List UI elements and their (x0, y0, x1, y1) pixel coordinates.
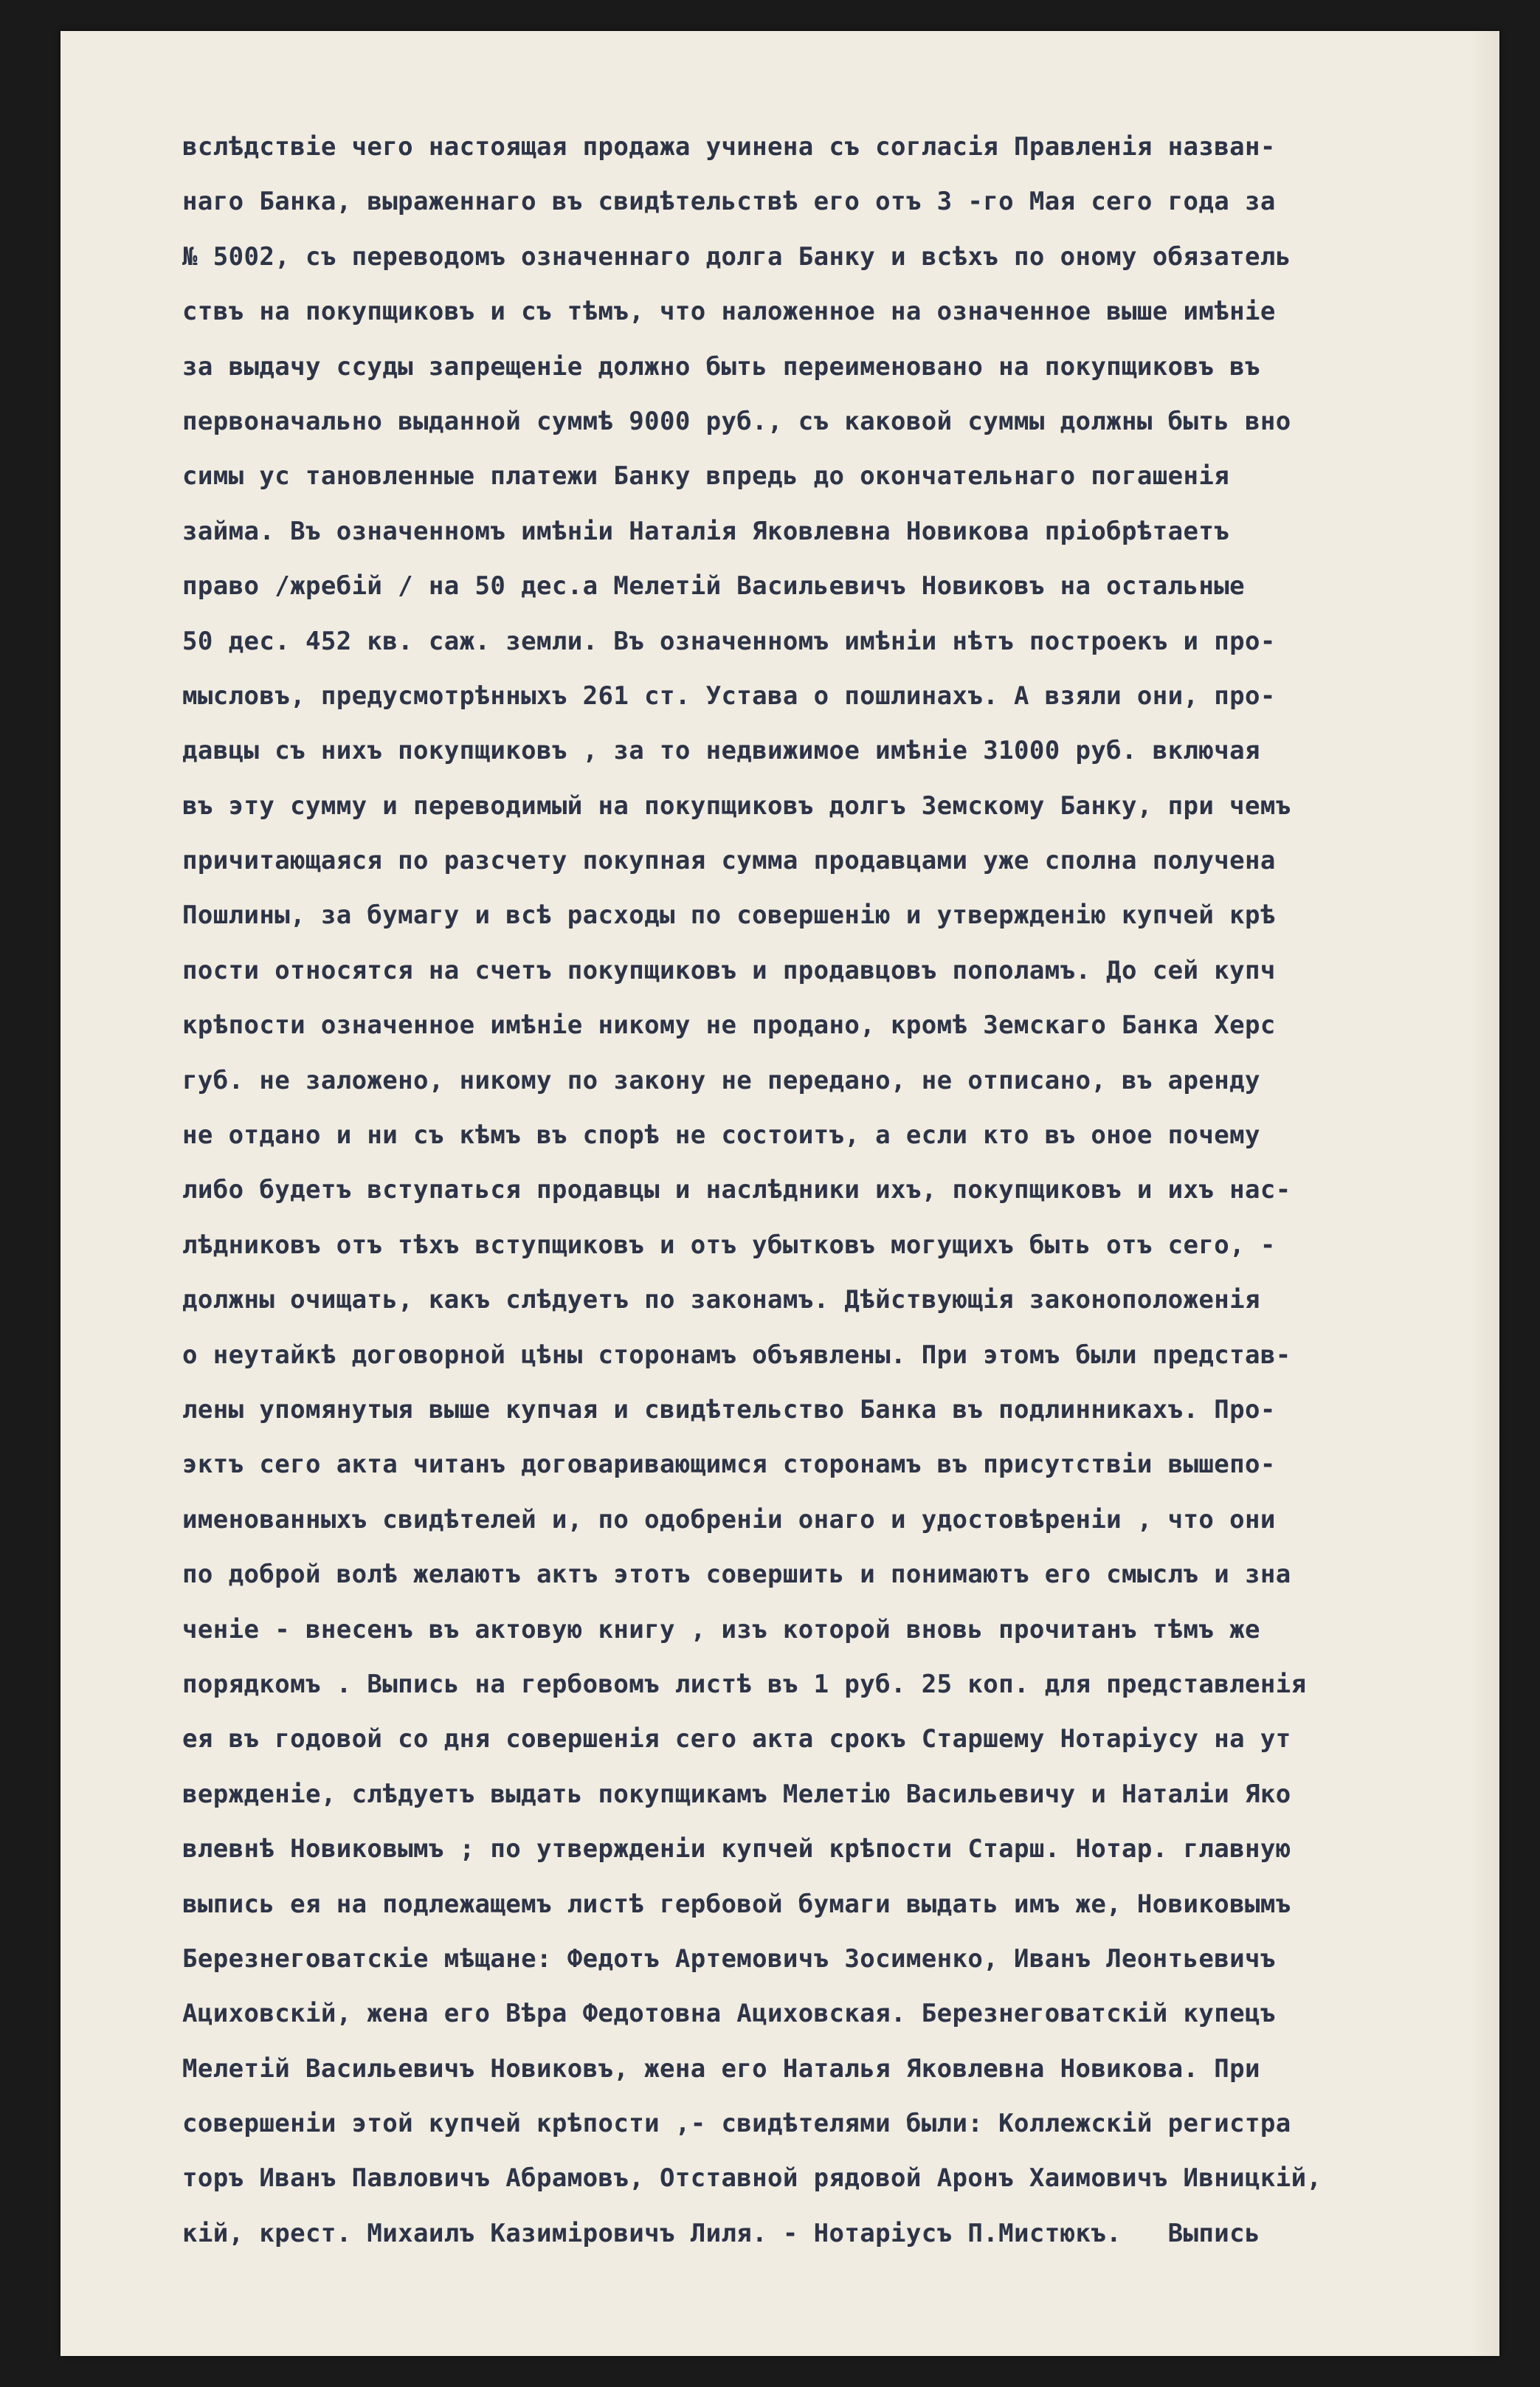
text-line: вслѣдствіе чего настоящая продажа учинена съ согласія Правленія назван- (182, 132, 1276, 162)
text-line: давцы съ нихъ покупщиковъ , за то недвижимое имѣніе 31000 руб. включая (182, 736, 1260, 766)
text-line: причитающаяся по разсчету покупная сумма продавцами уже сполна получена (182, 846, 1276, 876)
text-line: торъ Иванъ Павловичъ Абрамовъ, Отставной рядовой Аронъ Хаимовичъ Ивницкій, (182, 2163, 1322, 2194)
text-line: лѣдниковъ отъ тѣхъ вступщиковъ и отъ убытковъ могущихъ быть отъ сего, - (182, 1230, 1276, 1260)
text-line: ствъ на покупщиковъ и съ тѣмъ, что наложенное на означенное выше имѣніе (182, 297, 1276, 327)
text-line: не отдано и ни съ кѣмъ въ спорѣ не состоитъ, а если кто въ оное почему (182, 1120, 1260, 1151)
text-line: кій, крест. Михаилъ Казиміровичъ Лиля. - Нотаріусъ П.Мистюкъ. Выпись (182, 2218, 1260, 2248)
text-line: должны очищать, какъ слѣдуетъ по законамъ. Дѣйствующія законоположенія (182, 1285, 1260, 1315)
text-line: о неутайкѣ договорной цѣны сторонамъ объявлены. При этомъ были представ- (182, 1340, 1291, 1370)
text-line: вержденіе, слѣдуетъ выдать покупщикамъ Мелетію Васильевичу и Наталіи Яко (182, 1779, 1291, 1809)
text-line: Мелетій Васильевичъ Новиковъ, жена его Наталья Яковлевна Новикова. При (182, 2053, 1260, 2084)
text-line: первоначально выданной суммѣ 9000 руб., съ каковой суммы должны быть вно (182, 406, 1291, 436)
text-line: за выдачу ссуды запрещеніе должно быть переименовано на покупщиковъ въ (182, 351, 1260, 382)
text-line: мысловъ, предусмотрѣнныхъ 261 ст. Устава о пошлинахъ. А взяли они, про- (182, 681, 1276, 711)
text-line: губ. не заложено, никому по закону не передано, не отписано, въ аренду (182, 1065, 1260, 1095)
text-line: Березнеговатскіе мѣщане: Федотъ Артемовичъ Зосименко, Иванъ Леонтьевичъ (182, 1943, 1276, 1974)
text-line: крѣпости означенное имѣніе никому не продано, кромѣ Земскаго Банка Херс (182, 1010, 1276, 1041)
text-line: Пошлины, за бумагу и всѣ расходы по совершенію и утвержденію купчей крѣ (182, 900, 1276, 931)
text-line: лены упомянутыя выше купчая и свидѣтельство Банка въ подлинникахъ. Про- (182, 1394, 1276, 1425)
text-line: право /жребій / на 50 дес.а Мелетій Васильевичъ Новиковъ на остальные (182, 571, 1246, 602)
text-line: именованныхъ свидѣтелей и, по одобреніи онаго и удостовѣреніи , что они (182, 1504, 1276, 1534)
text-line: въ эту сумму и переводимый на покупщиковъ долгъ Земскому Банку, при чемъ (182, 790, 1291, 821)
text-line: выпись ея на подлежащемъ листѣ гербовой бумаги выдать имъ же, Новиковымъ (182, 1889, 1291, 1919)
text-line: пости относятся на счетъ покупщиковъ и продавцовъ пополамъ. До сей купч (182, 955, 1276, 985)
typewritten-page (61, 31, 1499, 2356)
text-line: совершеніи этой купчей крѣпости ,- свидѣтелями были: Коллежскій регистра (182, 2109, 1291, 2139)
text-line: № 5002, съ переводомъ означеннаго долга Банку и всѣхъ по оному обязатель (182, 241, 1291, 272)
text-line: либо будетъ вступаться продавцы и наслѣдники ихъ, покупщиковъ и ихъ нас- (182, 1175, 1291, 1205)
text-line: ея въ годовой со дня совершенія сего акта срокъ Старшему Нотаріусу на ут (182, 1724, 1291, 1754)
text-line: ченіе - внесенъ въ актовую книгу , изъ которой вновь прочитанъ тѣмъ же (182, 1614, 1260, 1644)
document-body (182, 120, 1499, 2319)
text-line: порядкомъ . Выпись на гербовомъ листѣ въ 1 руб. 25 коп. для представленія (182, 1669, 1307, 1699)
text-line: 50 дес. 452 кв. саж. земли. Въ означенномъ имѣніи нѣтъ построекъ и про- (182, 626, 1276, 656)
text-line: наго Банка, выраженнаго въ свидѣтельствѣ его отъ 3 -го Мая сего года за (182, 187, 1276, 217)
text-line: влевнѣ Новиковымъ ; по утвержденіи купчей крѣпости Старш. Нотар. главную (182, 1834, 1291, 1864)
text-line: по доброй волѣ желаютъ актъ этотъ совершить и понимаютъ его смыслъ и зна (182, 1560, 1291, 1590)
text-line: Ациховскій, жена его Вѣра Федотовна Ациховская. Березнеговатскій купецъ (182, 1999, 1276, 2029)
text-line: эктъ сего акта читанъ договаривающимся сторонамъ въ присутствіи вышепо- (182, 1450, 1276, 1480)
text-line: займа. Въ означенномъ имѣніи Наталія Яковлевна Новикова пріобрѣтаетъ (182, 516, 1230, 546)
text-line: симы ус тановленные платежи Банку впредь до окончательнаго погашенія (182, 461, 1230, 492)
